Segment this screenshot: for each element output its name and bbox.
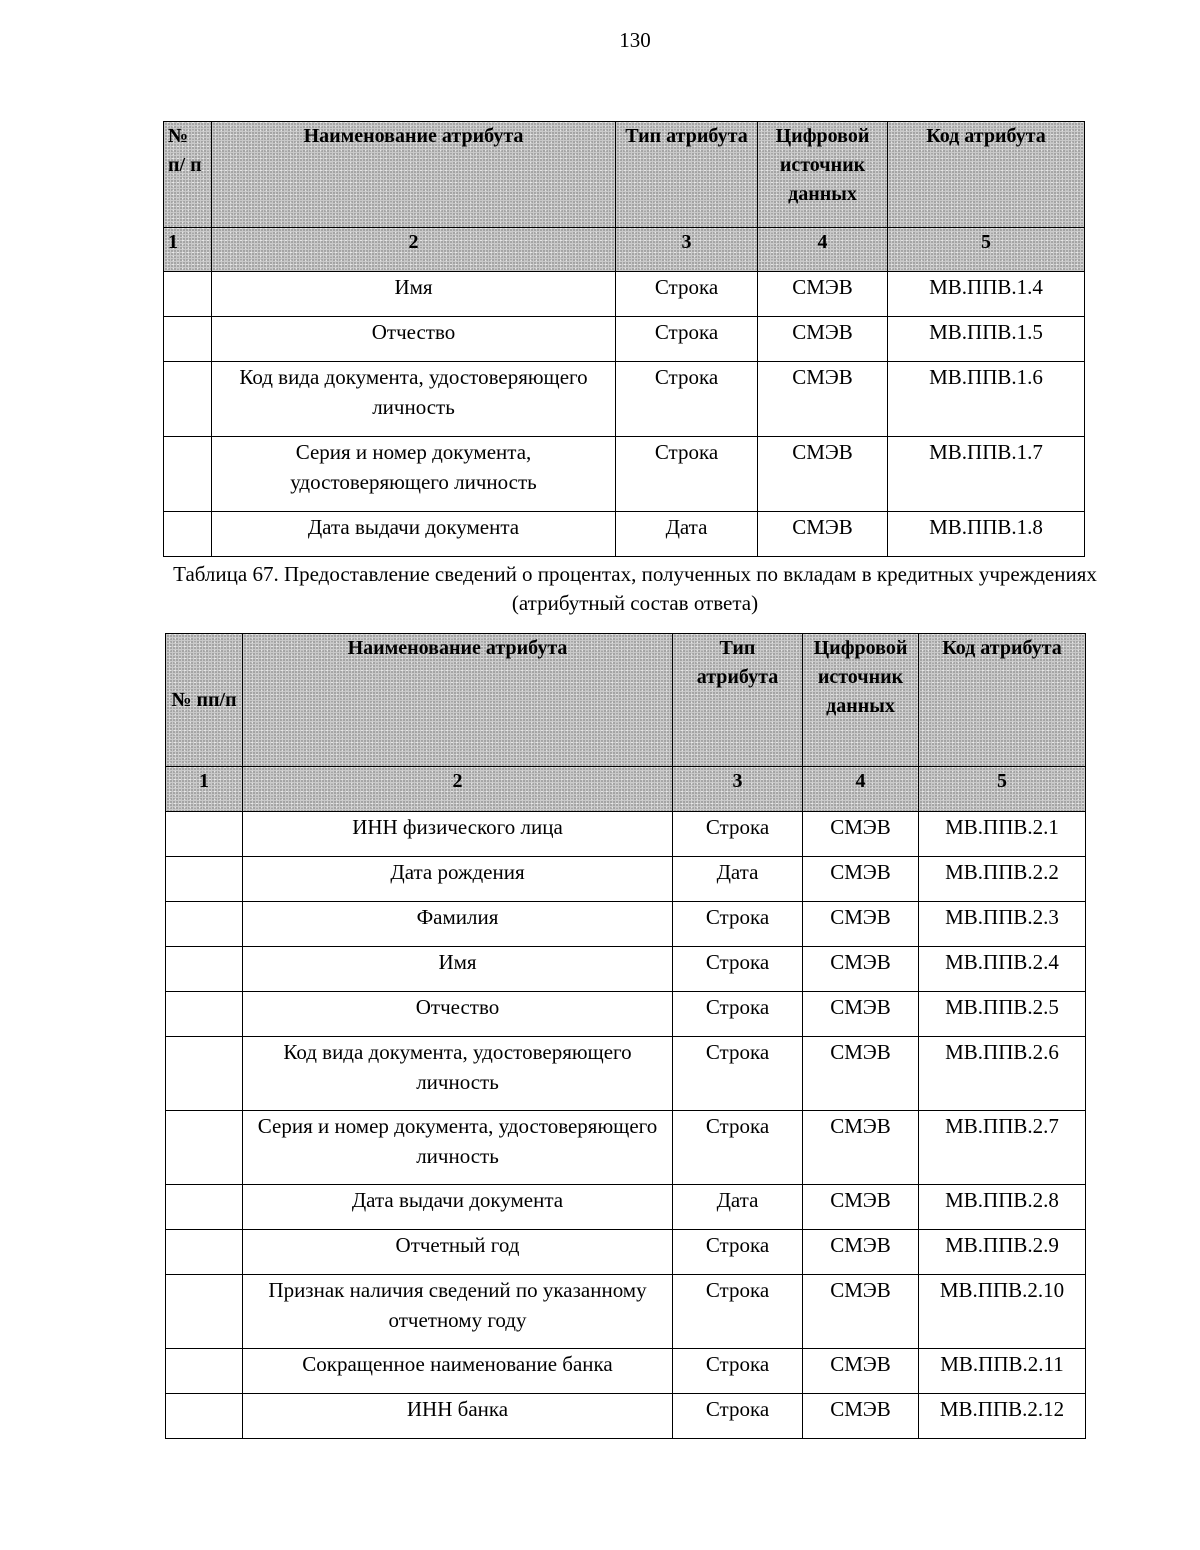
attribute-type: Строка [616,437,758,512]
row-number [164,512,212,557]
attribute-name: Серия и номер документа, удостоверяющего личность [212,437,616,512]
header-attribute-name: Наименование атрибута [212,122,616,228]
attribute-name: Код вида документа, удостоверяющего личность [212,362,616,437]
table-caption: Таблица 67. Предоставление сведений о процентах, полученных по вкладам в кредитных учреждениях (атрибутный состав ответа) [173,562,1097,615]
table-row [166,947,1086,992]
attribute-code: МВ.ППВ.2.3 [919,902,1086,947]
column-number: 1 [166,767,243,812]
table2-body [166,812,1086,1439]
header-data-source: Цифровой источник данных [803,634,919,767]
column-number: 1 [164,228,212,272]
column-number-row [166,767,1086,812]
table-header-row [164,122,1085,228]
attribute-type: Дата [673,1185,803,1230]
data-source: СМЭВ [803,902,919,947]
attribute-code: МВ.ППВ.2.12 [919,1394,1086,1439]
row-number [166,1111,243,1185]
data-source: СМЭВ [758,437,888,512]
row-number [166,1037,243,1111]
data-source: СМЭВ [803,1185,919,1230]
attribute-type: Строка [616,362,758,437]
column-number: 5 [888,228,1085,272]
table-row [166,1230,1086,1275]
data-source: СМЭВ [758,272,888,317]
attribute-name: Дата рождения [243,857,673,902]
data-source: СМЭВ [803,1230,919,1275]
column-number: 2 [212,228,616,272]
attribute-name: Отчество [212,317,616,362]
page-number: 130 [619,28,651,52]
header-attribute-code: Код атрибута [888,122,1085,228]
attribute-type: Строка [673,1111,803,1185]
row-number [164,272,212,317]
attribute-type: Строка [673,1037,803,1111]
attribute-type: Строка [673,992,803,1037]
attribute-type: Строка [673,812,803,857]
attribute-name: Признак наличия сведений по указанному отчетному году [243,1275,673,1349]
attribute-type: Строка [616,317,758,362]
attributes-table-67 [165,633,1086,1439]
header-attribute-type: Тип атрибута [616,122,758,228]
data-source: СМЭВ [758,362,888,437]
data-source: СМЭВ [803,1037,919,1111]
row-number [166,1185,243,1230]
header-attribute-type: Тип атрибута [673,634,803,767]
header-attribute-code: Код атрибута [919,634,1086,767]
column-number: 4 [758,228,888,272]
attribute-code: МВ.ППВ.1.4 [888,272,1085,317]
attribute-name: Отчество [243,992,673,1037]
attribute-name: Код вида документа, удостоверяющего личность [243,1037,673,1111]
attribute-name: Дата выдачи документа [212,512,616,557]
attribute-type: Дата [616,512,758,557]
attribute-name: Серия и номер документа, удостоверяющего личность [243,1111,673,1185]
attribute-name: ИНН банка [243,1394,673,1439]
table-row [166,1037,1086,1111]
table-row [166,1349,1086,1394]
header-number: № п/ п [164,122,212,228]
table-row [166,857,1086,902]
data-source: СМЭВ [758,317,888,362]
header-data-source: Цифровой источник данных [758,122,888,228]
attribute-name: ИНН физического лица [243,812,673,857]
row-number [164,437,212,512]
row-number [166,812,243,857]
attribute-name: Имя [212,272,616,317]
attribute-type: Строка [673,1394,803,1439]
attribute-name: Сокращенное наименование банка [243,1349,673,1394]
attribute-type: Строка [673,1230,803,1275]
column-number: 3 [673,767,803,812]
attribute-code: МВ.ППВ.2.11 [919,1349,1086,1394]
attribute-type: Дата [673,857,803,902]
attribute-code: МВ.ППВ.2.8 [919,1185,1086,1230]
attribute-type: Строка [616,272,758,317]
attribute-type: Строка [673,1349,803,1394]
attribute-type: Строка [673,902,803,947]
data-source: СМЭВ [803,947,919,992]
attributes-table-continued [163,121,1085,557]
row-number [166,902,243,947]
data-source: СМЭВ [803,812,919,857]
attribute-code: МВ.ППВ.1.7 [888,437,1085,512]
table-row [166,1111,1086,1185]
attribute-code: МВ.ППВ.1.6 [888,362,1085,437]
row-number [166,947,243,992]
attribute-name: Фамилия [243,902,673,947]
data-source: СМЭВ [803,1275,919,1349]
attribute-type: Строка [673,1275,803,1349]
attribute-code: МВ.ППВ.2.7 [919,1111,1086,1185]
attribute-code: МВ.ППВ.2.9 [919,1230,1086,1275]
table-row [166,992,1086,1037]
data-source: СМЭВ [803,1111,919,1185]
data-source: СМЭВ [758,512,888,557]
table-row [164,272,1085,317]
attribute-code: МВ.ППВ.2.6 [919,1037,1086,1111]
table-row [166,1185,1086,1230]
attribute-name: Дата выдачи документа [243,1185,673,1230]
row-number [164,362,212,437]
attribute-code: МВ.ППВ.1.8 [888,512,1085,557]
table-row [166,1394,1086,1439]
table-header-row [166,634,1086,767]
row-number [164,317,212,362]
row-number [166,1394,243,1439]
data-source: СМЭВ [803,992,919,1037]
data-source: СМЭВ [803,1349,919,1394]
table-row [164,512,1085,557]
attribute-name: Отчетный год [243,1230,673,1275]
column-number: 2 [243,767,673,812]
table-row [166,1275,1086,1349]
table-row [164,362,1085,437]
column-number: 4 [803,767,919,812]
attribute-name: Имя [243,947,673,992]
column-number: 5 [919,767,1086,812]
table-row [164,317,1085,362]
column-number-row [164,228,1085,272]
table-row [164,437,1085,512]
attribute-code: МВ.ППВ.2.5 [919,992,1086,1037]
row-number [166,992,243,1037]
attribute-type: Строка [673,947,803,992]
data-source: СМЭВ [803,1394,919,1439]
attribute-code: МВ.ППВ.2.10 [919,1275,1086,1349]
header-number: № пп/п [166,634,243,767]
row-number [166,1349,243,1394]
attribute-code: МВ.ППВ.2.4 [919,947,1086,992]
attribute-code: МВ.ППВ.2.1 [919,812,1086,857]
column-number: 3 [616,228,758,272]
header-attribute-name: Наименование атрибута [243,634,673,767]
table-row [166,902,1086,947]
row-number [166,857,243,902]
attribute-code: МВ.ППВ.1.5 [888,317,1085,362]
row-number [166,1230,243,1275]
row-number [166,1275,243,1349]
table-row [166,812,1086,857]
attribute-code: МВ.ППВ.2.2 [919,857,1086,902]
data-source: СМЭВ [803,857,919,902]
